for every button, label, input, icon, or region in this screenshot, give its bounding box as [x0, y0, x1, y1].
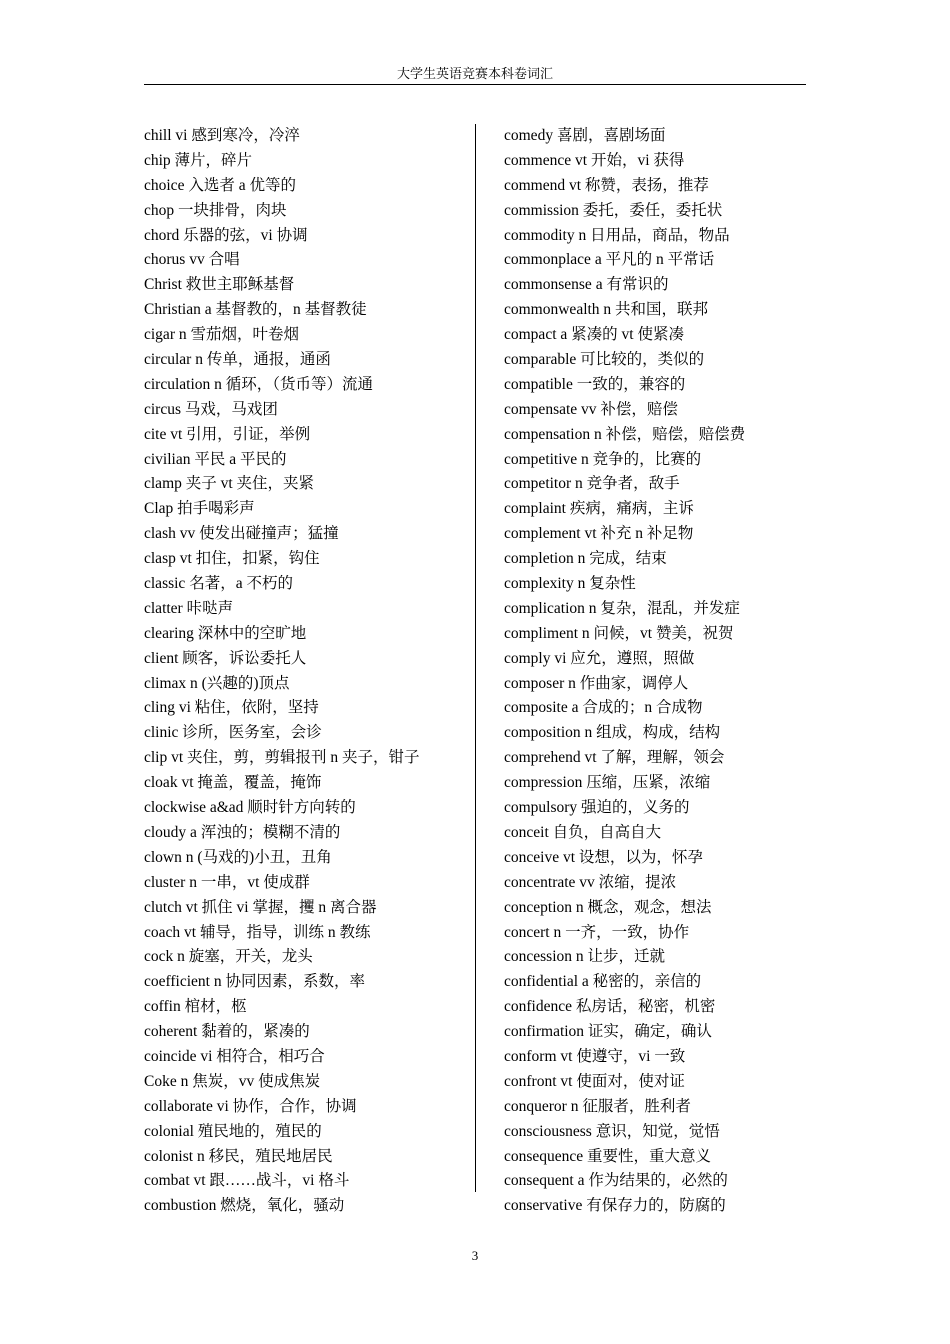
vocabulary-entry: coffin 棺材，柩 — [144, 998, 247, 1016]
vocabulary-entry: clasp vt 扣住，扣紧，钩住 — [144, 550, 320, 568]
vocabulary-entry: clockwise a&ad 顺时针方向转的 — [144, 799, 356, 817]
vocabulary-entry: consequence 重要性，重大意义 — [504, 1147, 712, 1165]
vocabulary-entry: Christian a 基督教的，n 基督教徒 — [144, 301, 367, 319]
vocabulary-entry: chop 一块排骨，肉块 — [144, 201, 287, 219]
vocabulary-entry: complexity n 复杂性 — [504, 575, 636, 593]
vocabulary-entry: comply vi 应允，遵照，照做 — [504, 649, 695, 667]
vocabulary-entry: commonplace a 平凡的 n 平常话 — [504, 251, 715, 269]
vocabulary-entry: confidence 私房话，秘密，机密 — [504, 998, 716, 1016]
right-vocabulary-column — [504, 124, 804, 1219]
vocabulary-entry: compatible 一致的，兼容的 — [504, 375, 686, 393]
vocabulary-entry: conception n 概念，观念，想法 — [504, 898, 712, 916]
vocabulary-entry: coherent 黏着的，紧凑的 — [144, 1023, 310, 1041]
vocabulary-entry: composite a 合成的；n 合成物 — [504, 699, 703, 717]
vocabulary-entry: competitive n 竞争的，比赛的 — [504, 450, 702, 468]
vocabulary-entry: Coke n 焦炭，vv 使成焦炭 — [144, 1072, 321, 1090]
vocabulary-entry: concentrate vv 浓缩，提浓 — [504, 873, 677, 891]
vocabulary-entry: classic 名著，a 不朽的 — [144, 575, 293, 593]
vocabulary-entry: consequent a 作为结果的，必然的 — [504, 1172, 728, 1190]
vocabulary-entry: composition n 组成，构成，结构 — [504, 724, 721, 742]
vocabulary-entry: collaborate vi 协作，合作，协调 — [144, 1097, 357, 1115]
vocabulary-entry: complement vt 补充 n 补足物 — [504, 525, 694, 543]
vocabulary-entry: colonial 殖民地的，殖民的 — [144, 1122, 322, 1140]
vocabulary-entry: clearing 深林中的空旷地 — [144, 624, 307, 642]
vocabulary-entry: commend vt 称赞，表扬，推荐 — [504, 176, 709, 194]
vocabulary-entry: concession n 让步，迁就 — [504, 948, 666, 966]
vocabulary-entry: comprehend vt 了解，理解，领会 — [504, 749, 725, 767]
vocabulary-entry: client 顾客，诉讼委托人 — [144, 649, 307, 667]
vocabulary-entry: civilian 平民 a 平民的 — [144, 450, 287, 468]
vocabulary-entry: choice 入选者 a 优等的 — [144, 176, 296, 194]
vocabulary-entry: clash vv 使发出碰撞声；猛撞 — [144, 525, 339, 543]
vocabulary-entry: commodity n 日用品，商品，物品 — [504, 226, 730, 244]
vocabulary-entry: confidential a 秘密的，亲信的 — [504, 973, 702, 991]
vocabulary-entry: clip vt 夹住，剪，剪辑报刊 n 夹子，钳子 — [144, 749, 420, 767]
vocabulary-entry: comparable 可比较的，类似的 — [504, 351, 705, 369]
vocabulary-entry: Christ 救世主耶稣基督 — [144, 276, 295, 294]
vocabulary-entry: conceive vt 设想，以为，怀孕 — [504, 848, 703, 866]
page-header: 大学生英语竞赛本科卷词汇 — [396, 66, 553, 81]
vocabulary-entry: clinic 诊所，医务室，会诊 — [144, 724, 322, 742]
vocabulary-entry: commonsense a 有常识的 — [504, 276, 669, 294]
vocabulary-entry: combat vt 跟……战斗，vi 格斗 — [144, 1172, 350, 1190]
vocabulary-entry: colonist n 移民，殖民地居民 — [144, 1147, 333, 1165]
header-rule — [144, 84, 806, 85]
vocabulary-entry: commence vt 开始，vi 获得 — [504, 151, 685, 169]
vocabulary-entry: cigar n 雪茄烟，叶卷烟 — [144, 326, 299, 344]
vocabulary-entry: coincide vi 相符合，相巧合 — [144, 1047, 325, 1065]
vocabulary-entry: clown n (马戏的)小丑，丑角 — [144, 848, 332, 866]
vocabulary-entry: chorus vv 合唱 — [144, 251, 240, 269]
vocabulary-entry: clutch vt 抓住 vi 掌握，攫 n 离合器 — [144, 898, 377, 916]
vocabulary-entry: climax n (兴趣的)顶点 — [144, 674, 290, 692]
vocabulary-entry: circus 马戏，马戏团 — [144, 400, 278, 418]
vocabulary-entry: cloudy a 浑浊的；模糊不清的 — [144, 823, 341, 841]
vocabulary-entry: chord 乐器的弦，vi 协调 — [144, 226, 308, 244]
vocabulary-entry: complaint 疾病，痛病，主诉 — [504, 500, 694, 518]
vocabulary-entry: combustion 燃烧，氧化，骚动 — [144, 1197, 345, 1215]
vocabulary-entry: conqueror n 征服者，胜利者 — [504, 1097, 691, 1115]
vocabulary-entry: compliment n 问候，vt 赞美，祝贺 — [504, 624, 734, 642]
vocabulary-entry: competitor n 竞争者，敌手 — [504, 475, 680, 493]
vocabulary-entry: clamp 夹子 vt 夹住，夹紧 — [144, 475, 315, 493]
vocabulary-entry: cloak vt 掩盖，覆盖，掩饰 — [144, 774, 322, 792]
vocabulary-entry: cock n 旋塞，开关，龙头 — [144, 948, 313, 966]
vocabulary-entry: conceit 自负，自高自大 — [504, 823, 662, 841]
vocabulary-entry: coach vt 辅导，指导，训练 n 教练 — [144, 923, 371, 941]
vocabulary-entry: coefficient n 协同因素，系数，率 — [144, 973, 365, 991]
vocabulary-entry: consciousness 意识，知觉，觉悟 — [504, 1122, 720, 1140]
vocabulary-entry: confront vt 使面对，使对证 — [504, 1072, 685, 1090]
vocabulary-entry: compensation n 补偿，赔偿，赔偿费 — [504, 425, 746, 443]
vocabulary-entry: compression 压缩，压紧，浓缩 — [504, 774, 711, 792]
vocabulary-entry: confirmation 证实，确定，确认 — [504, 1023, 712, 1041]
vocabulary-entry: compulsory 强迫的，义务的 — [504, 799, 690, 817]
vocabulary-entry: conform vt 使遵守，vi 一致 — [504, 1047, 686, 1065]
vocabulary-entry: clatter 咔哒声 — [144, 599, 234, 617]
vocabulary-entry: cluster n 一串，vt 使成群 — [144, 873, 310, 891]
vocabulary-entry: chill vi 感到寒冷，冷淬 — [144, 127, 300, 144]
vocabulary-entry: Clap 拍手喝彩声 — [144, 500, 255, 518]
left-vocabulary-column — [144, 124, 464, 1219]
vocabulary-entry: conservative 有保存力的，防腐的 — [504, 1197, 726, 1215]
vocabulary-entry: cling vi 粘住，依附，坚持 — [144, 699, 319, 717]
vocabulary-entry: chip 薄片，碎片 — [144, 151, 253, 169]
vocabulary-entry: circulation n 循环，（货币等）流通 — [144, 375, 374, 393]
vocabulary-entry: commission 委托，委任，委托状 — [504, 201, 723, 219]
vocabulary-entry: composer n 作曲家，调停人 — [504, 674, 689, 692]
vocabulary-entry: compact a 紧凑的 vt 使紧凑 — [504, 326, 684, 344]
vocabulary-entry: comedy 喜剧，喜剧场面 — [504, 127, 666, 144]
vocabulary-entry: concert n 一齐，一致，协作 — [504, 923, 690, 941]
page-number: 3 — [471, 1248, 479, 1263]
vocabulary-entry: completion n 完成，结束 — [504, 550, 667, 568]
vocabulary-entry: commonwealth n 共和国，联邦 — [504, 301, 709, 319]
vocabulary-entry: circular n 传单，通报，通函 — [144, 351, 331, 369]
vocabulary-entry: cite vt 引用，引证，举例 — [144, 425, 311, 443]
column-divider — [475, 124, 476, 1192]
vocabulary-entry: compensate vv 补偿，赔偿 — [504, 400, 678, 418]
vocabulary-entry: complication n 复杂，混乱，并发症 — [504, 599, 740, 617]
